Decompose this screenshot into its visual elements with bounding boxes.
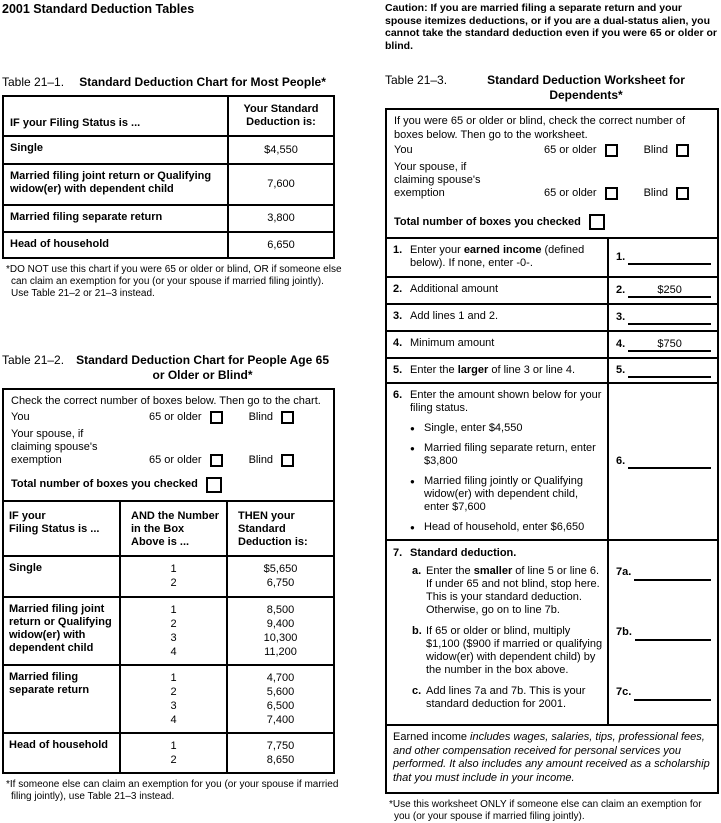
line-number: 1. bbox=[393, 244, 403, 256]
line7b-row bbox=[387, 622, 717, 682]
t2-spouse-65-checkbox[interactable] bbox=[210, 454, 223, 467]
line-text: Enter the smaller of line 5 or line 6. If under 65 and not blind, stop here. This is your standard deduction. Otherwise, go on to line 7b. bbox=[426, 565, 600, 616]
header-line: in the Box bbox=[131, 522, 185, 535]
total-boxes-label: Total number of boxes you checked bbox=[394, 215, 581, 228]
filing-status-cell: Married filing joint return or Qualifying widow(er) with dependent child bbox=[4, 598, 121, 664]
deduction-amount-value: 6,500 bbox=[266, 699, 295, 712]
line6-answer-field[interactable] bbox=[628, 454, 711, 469]
bullet-icon bbox=[410, 475, 424, 514]
worksheet-line bbox=[387, 276, 717, 303]
older-group bbox=[149, 411, 223, 424]
worksheet-line bbox=[387, 237, 717, 276]
deduction-amount-value: 4,700 bbox=[266, 671, 295, 684]
bullet-text: Married filing separate return, enter $3,800 bbox=[424, 442, 596, 467]
spouse-checkbox-row bbox=[11, 428, 326, 467]
header-line: Above is ... bbox=[131, 535, 190, 548]
line-text: Standard deduction. bbox=[410, 547, 517, 559]
deduction-amount-value: 10,300 bbox=[263, 631, 298, 644]
older-group bbox=[149, 454, 223, 467]
line-description bbox=[387, 359, 609, 382]
answer-cell bbox=[609, 622, 717, 682]
answer-cell bbox=[609, 562, 717, 622]
caution-note: Caution: If you are married filing a separate return and your spouse itemizes deductions, or if you are a dual-status alien, you cannot take the standard deduction even if you were 65 or older or blind. bbox=[385, 2, 717, 52]
total-boxes-row bbox=[11, 477, 326, 493]
filing-status-cell: Single bbox=[4, 137, 229, 163]
answer-cell bbox=[609, 305, 717, 330]
older-label: 65 or older bbox=[544, 144, 597, 156]
line-description bbox=[387, 278, 609, 303]
deduction-header bbox=[228, 502, 333, 555]
you-checkbox-row bbox=[11, 411, 326, 424]
blind-group bbox=[249, 411, 294, 424]
bullet-icon bbox=[410, 442, 424, 468]
line7b-answer-field[interactable] bbox=[635, 626, 711, 641]
answer-cell bbox=[609, 359, 717, 382]
blind-group bbox=[249, 454, 294, 467]
deduction-amount-value: 9,400 bbox=[266, 617, 295, 630]
line7-heading-row bbox=[387, 541, 717, 562]
table1-label: Table 21–1. bbox=[2, 75, 65, 89]
deduction-amount-cell: 6,650 bbox=[267, 238, 295, 251]
line-number: 7. bbox=[393, 547, 403, 559]
page-title: 2001 Standard Deduction Tables bbox=[2, 2, 195, 16]
answer-label: 7a. bbox=[616, 566, 632, 578]
box-number-value: 4 bbox=[170, 713, 177, 726]
line-number: 4. bbox=[393, 337, 403, 349]
checkbox-intro: If you were 65 or older or blind, check the correct number of boxes below. Then go to the worksheet. bbox=[394, 115, 686, 141]
line-description bbox=[387, 239, 609, 276]
line7a-row bbox=[387, 562, 717, 622]
table1-header-row bbox=[4, 97, 333, 135]
deduction-amount-value: 8,500 bbox=[266, 603, 295, 616]
deduction-amount-value: 5,600 bbox=[266, 685, 295, 698]
spouse-label bbox=[394, 161, 544, 200]
bullet-icon bbox=[410, 422, 424, 435]
you-checkbox-row bbox=[394, 144, 710, 157]
bullet-option bbox=[410, 521, 603, 534]
blind-label: Blind bbox=[643, 187, 669, 199]
filing-status-cell: Single bbox=[4, 557, 121, 596]
blind-group bbox=[644, 187, 689, 200]
line-text: Enter the larger of line 3 or line 4. bbox=[410, 364, 576, 376]
box-number-value: 2 bbox=[170, 576, 177, 589]
table2-checkbox-section bbox=[2, 388, 335, 502]
spouse-label-line: exemption bbox=[11, 453, 62, 466]
bullet-text: Single, enter $4,550 bbox=[424, 422, 523, 434]
line-description bbox=[387, 384, 609, 539]
answer-cell bbox=[609, 332, 717, 357]
worksheet-line bbox=[387, 330, 717, 357]
deduction-amount-cell: 7,600 bbox=[267, 178, 295, 190]
deduction-amount-value: 11,200 bbox=[264, 645, 297, 658]
table2-title: Standard Deduction Chart for People Age 65 or Older or Blind* bbox=[76, 353, 329, 382]
answer-label: 7b. bbox=[616, 626, 632, 638]
table2-heading bbox=[2, 353, 335, 383]
bullet-icon bbox=[410, 521, 424, 534]
total-boxes-label: Total number of boxes you checked bbox=[11, 478, 198, 490]
filing-status-cell: Married filing separate return bbox=[4, 666, 121, 732]
table3-worksheet bbox=[385, 108, 719, 794]
you-label: You bbox=[11, 410, 30, 423]
box-number-value: 1 bbox=[170, 671, 177, 684]
box-number-value: 2 bbox=[170, 617, 177, 630]
bullet-text: Married filing jointly or Qualifying widow(er) with dependent child, enter $7,600 bbox=[424, 475, 583, 513]
table-row bbox=[4, 231, 333, 257]
table1-title: Standard Deduction Chart for Most People* bbox=[79, 75, 326, 89]
table3-heading bbox=[385, 73, 719, 103]
older-label: 65 or older bbox=[149, 410, 202, 423]
box-number-value: 3 bbox=[170, 631, 177, 644]
spouse-label-line: Your spouse, if bbox=[11, 427, 84, 440]
box-number-header bbox=[121, 502, 228, 555]
line2-answer-field: $250 bbox=[628, 283, 711, 298]
blind-label: Blind bbox=[248, 410, 274, 423]
table2-footnote: *If someone else can claim an exemption for you (or your spouse if married filing jointly), use Table 21–3 instead. bbox=[6, 778, 339, 802]
deduction-amount-cell: 3,800 bbox=[267, 212, 295, 224]
spouse-label-line: exemption bbox=[394, 187, 445, 199]
box-number-value: 3 bbox=[170, 699, 177, 712]
table-row bbox=[4, 732, 333, 772]
line7c-row bbox=[387, 682, 717, 724]
line-description bbox=[387, 305, 609, 330]
spouse-label bbox=[11, 428, 149, 467]
table-row bbox=[4, 664, 333, 732]
table2-header-row bbox=[4, 502, 333, 555]
line-description bbox=[387, 682, 609, 724]
table-row bbox=[4, 163, 333, 204]
spouse-label-line: claiming spouse's bbox=[11, 440, 98, 453]
line-description bbox=[387, 622, 609, 682]
deduction-amount-cell bbox=[228, 666, 333, 732]
table3-footnote: *Use this worksheet ONLY if someone else can claim an exemption for you (or your spouse if married filing jointly). bbox=[389, 799, 702, 822]
filing-status-cell: Married filing joint return or Qualifying widow(er) with dependent child bbox=[4, 165, 229, 204]
table2-chart bbox=[2, 500, 335, 774]
line-letter: b. bbox=[412, 625, 422, 637]
box-number-value: 2 bbox=[170, 753, 177, 766]
t3-you-65-checkbox[interactable] bbox=[605, 144, 618, 157]
t2-spouse-blind-checkbox[interactable] bbox=[281, 454, 294, 467]
table3-label: Table 21–3. bbox=[385, 73, 448, 87]
answer-label: 3. bbox=[616, 311, 626, 323]
worksheet-line bbox=[387, 382, 717, 539]
line-description bbox=[387, 332, 609, 357]
checkbox-section-inner bbox=[387, 110, 717, 237]
deduction-header: Your Standard Deduction is: bbox=[243, 103, 319, 128]
line1-answer-field[interactable] bbox=[628, 250, 711, 265]
answer-cell bbox=[609, 384, 717, 539]
line-number: 6. bbox=[393, 389, 403, 401]
answer-label: 4. bbox=[616, 338, 626, 350]
answer-cell bbox=[609, 541, 717, 562]
older-label: 65 or older bbox=[149, 453, 202, 466]
answer-label: 5. bbox=[616, 364, 626, 376]
left-column bbox=[2, 2, 359, 803]
deduction-amount-cell: $4,550 bbox=[264, 143, 298, 156]
t2-you-blind-checkbox[interactable] bbox=[281, 411, 294, 424]
line3-answer-field[interactable] bbox=[628, 310, 711, 325]
line-letter: c. bbox=[412, 685, 422, 697]
table-row bbox=[4, 596, 333, 664]
line7a-answer-field[interactable] bbox=[634, 566, 711, 581]
blind-group bbox=[644, 144, 689, 157]
filing-status-header: IF your Filing Status is ... bbox=[4, 97, 229, 135]
t2-total-boxes-checkbox[interactable] bbox=[206, 477, 222, 493]
table3-checkbox-section bbox=[387, 110, 717, 237]
worksheet-line bbox=[387, 303, 717, 330]
deduction-amount-cell bbox=[228, 598, 333, 664]
line-description bbox=[387, 541, 609, 562]
t3-you-blind-checkbox[interactable] bbox=[676, 144, 689, 157]
table1-footnote: *DO NOT use this chart if you were 65 or older or blind, OR if someone else can claim an exemption for you (or your spouse if married filing jointly). Use Table 21–2 or 21–3 instead. bbox=[6, 264, 342, 299]
line-text: If 65 or older or blind, multiply $1,100 ($900 if married or qualifying widow(er) with dependent child) by the number in the box above. bbox=[426, 625, 603, 676]
line-text: Add lines 7a and 7b. This is your standard deduction for 2001. bbox=[426, 685, 586, 710]
answer-label: 2. bbox=[616, 284, 626, 296]
deduction-amount-cell bbox=[228, 557, 333, 596]
header-line: Deduction is: bbox=[238, 535, 308, 548]
older-label: 65 or older bbox=[544, 187, 597, 199]
line4-answer-field: $750 bbox=[628, 337, 711, 352]
answer-label: 6. bbox=[616, 455, 626, 467]
bullet-option bbox=[410, 475, 603, 514]
box-number-value: 1 bbox=[170, 739, 177, 752]
line-description bbox=[387, 562, 609, 622]
worksheet-line bbox=[387, 357, 717, 382]
answer-cell bbox=[609, 682, 717, 724]
bullet-text: Head of household, enter $6,650 bbox=[424, 521, 585, 533]
line-text: Enter your earned income (defined below). If none, enter -0-. bbox=[410, 244, 585, 269]
line-letter: a. bbox=[412, 565, 422, 577]
filing-status-header bbox=[4, 502, 121, 555]
earned-income-note: Earned income includes wages, salaries, tips, professional fees, and other compensation received for personal services you performed. It also includes any amount received as a scholarship that you must include in your income. bbox=[387, 724, 717, 792]
table-row bbox=[4, 135, 333, 163]
table-row bbox=[4, 555, 333, 596]
answer-label: 1. bbox=[616, 251, 626, 263]
blind-label: Blind bbox=[643, 144, 669, 156]
answer-cell bbox=[609, 239, 717, 276]
total-boxes-row bbox=[394, 214, 710, 230]
bullet-option bbox=[410, 422, 603, 435]
answer-cell bbox=[609, 278, 717, 303]
box-number-cell bbox=[121, 666, 228, 732]
box-number-value: 1 bbox=[170, 562, 177, 575]
table3-title: Standard Deduction Worksheet for Dependents* bbox=[487, 73, 685, 102]
table1 bbox=[2, 95, 335, 259]
line-text: Add lines 1 and 2. bbox=[410, 310, 499, 322]
bullet-option bbox=[410, 442, 603, 468]
blind-label: Blind bbox=[248, 453, 274, 466]
header-line: Filing Status is ... bbox=[9, 522, 100, 535]
line5-answer-field[interactable] bbox=[628, 363, 711, 378]
t2-you-65-checkbox[interactable] bbox=[210, 411, 223, 424]
spouse-label-line: Your spouse, if bbox=[394, 161, 467, 173]
t3-spouse-blind-checkbox[interactable] bbox=[676, 187, 689, 200]
line-text: Additional amount bbox=[410, 283, 499, 295]
line-text: Enter the amount shown below for your filing status. bbox=[410, 389, 602, 414]
checkbox-intro: Check the correct number of boxes below. Then go to the chart. bbox=[11, 395, 321, 407]
filing-status-cell: Head of household bbox=[4, 734, 121, 772]
line-number: 5. bbox=[393, 364, 403, 376]
box-number-value: 4 bbox=[170, 645, 177, 658]
spouse-checkbox-row bbox=[394, 161, 710, 200]
answer-label: 7c. bbox=[616, 686, 632, 698]
header-line: THEN your bbox=[238, 509, 295, 522]
box-number-cell bbox=[121, 734, 228, 772]
older-group bbox=[544, 187, 618, 200]
spouse-label-line: claiming spouse's bbox=[394, 174, 481, 186]
line-number: 2. bbox=[393, 283, 403, 295]
deduction-amount-value: $5,650 bbox=[263, 562, 298, 575]
table-row bbox=[4, 204, 333, 231]
t3-spouse-65-checkbox[interactable] bbox=[605, 187, 618, 200]
table1-heading bbox=[2, 75, 335, 90]
deduction-amount-cell bbox=[228, 734, 333, 772]
table2-label: Table 21–2. bbox=[2, 353, 65, 367]
line-text: Minimum amount bbox=[410, 337, 495, 349]
box-number-cell bbox=[121, 598, 228, 664]
t3-total-boxes-checkbox[interactable] bbox=[589, 214, 605, 230]
deduction-amount-value: 8,650 bbox=[266, 753, 295, 766]
deduction-amount-value: 6,750 bbox=[266, 576, 295, 589]
box-number-cell bbox=[121, 557, 228, 596]
line-number: 3. bbox=[393, 310, 403, 322]
right-column bbox=[385, 2, 719, 823]
line7c-answer-field[interactable] bbox=[634, 686, 711, 701]
older-group bbox=[544, 144, 618, 157]
filing-status-cell: Head of household bbox=[4, 233, 229, 257]
you-label: You bbox=[394, 144, 413, 156]
deduction-amount-value: 7,750 bbox=[266, 739, 295, 752]
header-line: IF your bbox=[9, 509, 46, 522]
worksheet-line7 bbox=[387, 539, 717, 724]
box-number-value: 2 bbox=[170, 685, 177, 698]
box-number-value: 1 bbox=[170, 603, 177, 616]
filing-status-cell: Married filing separate return bbox=[4, 206, 229, 231]
header-line: AND the Number bbox=[131, 509, 220, 522]
header-line: Standard bbox=[238, 522, 286, 535]
deduction-amount-value: 7,400 bbox=[266, 713, 295, 726]
